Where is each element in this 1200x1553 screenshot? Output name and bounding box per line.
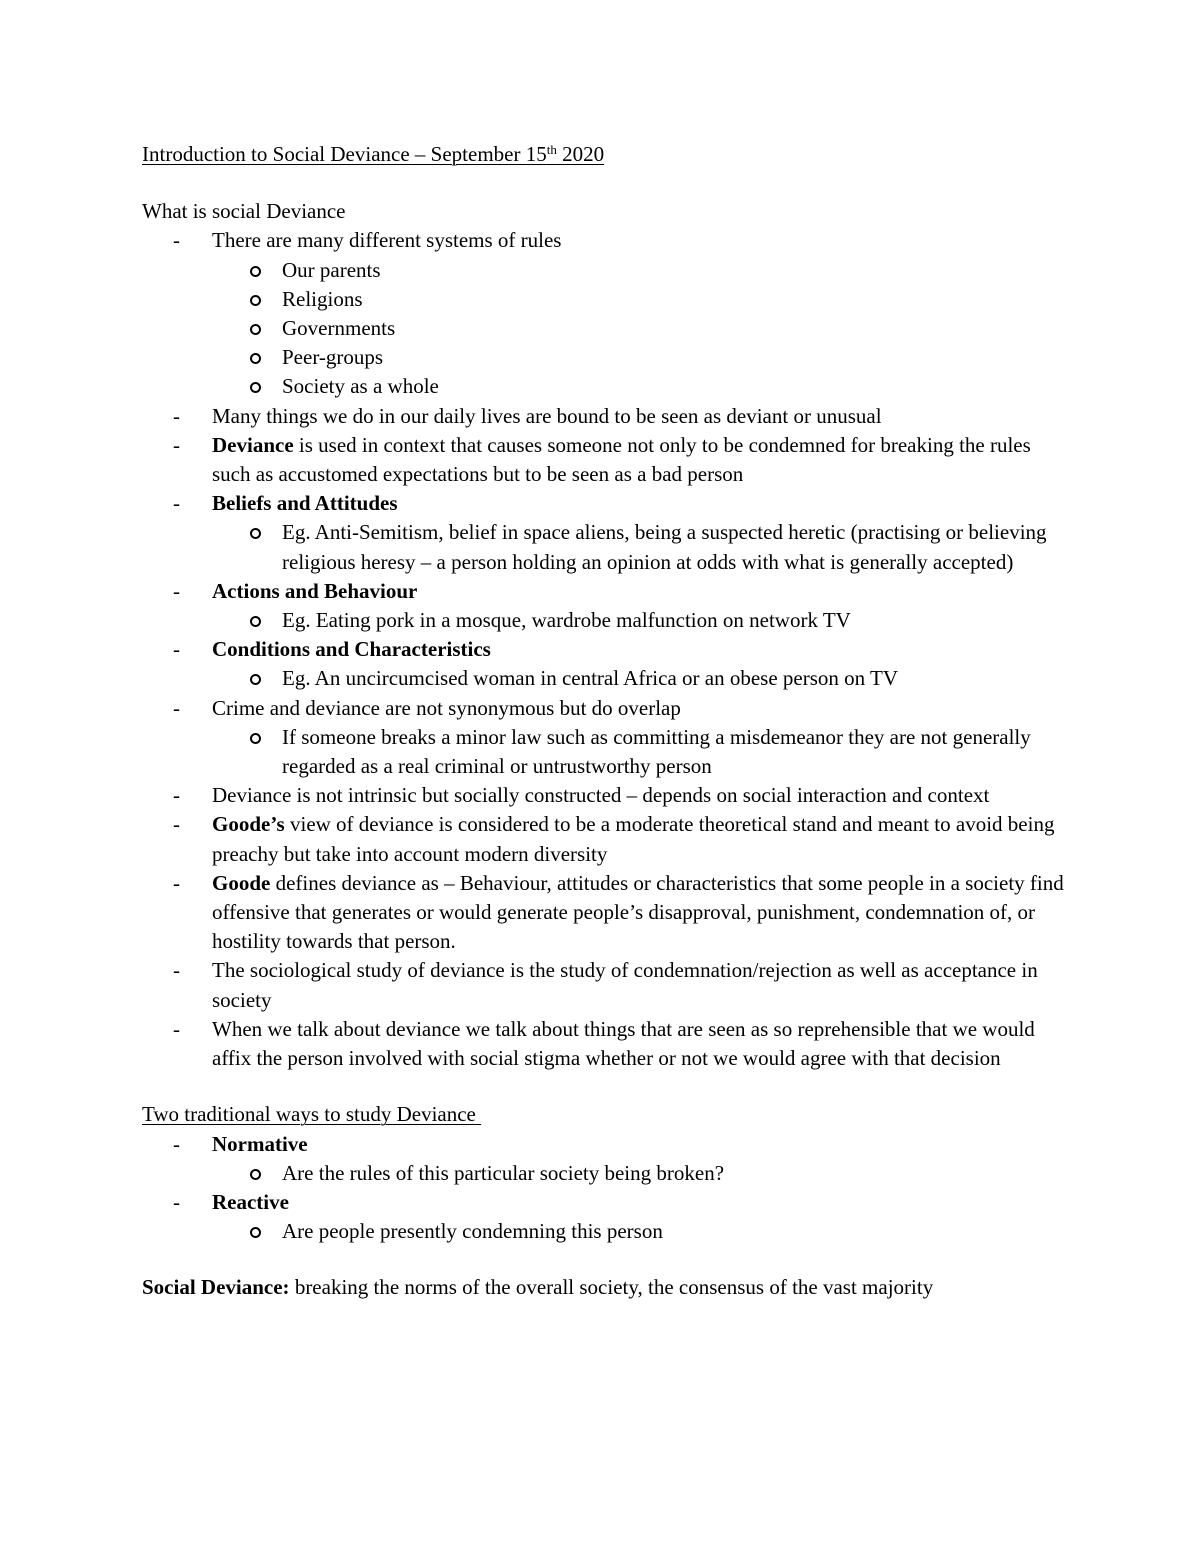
sub-list-item: Eg. Eating pork in a mosque, wardrobe malfunction on network TV (212, 606, 1072, 635)
list-item: - Goode’s view of deviance is considered to be a moderate theoretical stand and meant to avoid being preachy but take into account modern diversity (173, 812, 1055, 866)
sub-list (212, 518, 1072, 576)
definition-text: breaking the norms of the overall society, the consensus of the vast majority (289, 1275, 934, 1300)
list-item: - Deviance is not intrinsic but socially constructed – depends on social interaction and context (173, 783, 990, 808)
circle-bullet-icon (250, 1169, 261, 1180)
list-item: - Many things we do in our daily lives are bound to be seen as deviant or unusual (173, 403, 882, 428)
sub-list (212, 606, 1072, 635)
circle-bullet-icon (250, 353, 261, 364)
title-superscript: th (546, 142, 557, 157)
title-year: 2020 (556, 142, 605, 166)
circle-bullet-icon (250, 382, 261, 393)
sub-list-item: Are the rules of this particular society being broken? (212, 1159, 1072, 1188)
list-item: - Beliefs and Attitudes Eg. Anti-Semitism, belief in space aliens, being a suspected heretic (practising or believing religious heresy – a person holding an opinion at odds with what is generally accepted) (142, 489, 1072, 577)
sub-list (212, 1159, 1072, 1188)
list-item: - Crime and deviance are not synonymous but do overlap If someone breaks a minor law such as committing a misdemeanor they are not generally regarded as a real criminal or untrustworthy person (142, 694, 1072, 782)
list-item: - Conditions and Characteristics Eg. An uncircumcised woman in central Africa or an obese person on TV (142, 635, 1072, 693)
list-item: - There are many different systems of rules Our parents Religions Governments Peer-groups Society as a whole (142, 226, 1072, 401)
sub-list (212, 723, 1072, 781)
list-item: - Reactive Are people presently condemning this person (142, 1188, 1072, 1246)
document-page (142, 140, 1072, 1303)
bullet-list (142, 226, 1072, 1073)
sub-list-item: Religions (212, 285, 1072, 314)
sub-list-item: Our parents (212, 256, 1072, 285)
title-text: Introduction to Social Deviance – September 15 (142, 142, 547, 166)
circle-bullet-icon (250, 1227, 261, 1238)
list-item: - Actions and Behaviour Eg. Eating pork in a mosque, wardrobe malfunction on network TV (142, 577, 1072, 635)
page-title (142, 140, 1072, 169)
circle-bullet-icon (250, 528, 261, 539)
sub-list (212, 1217, 1072, 1246)
sub-list (212, 256, 1072, 402)
sub-list-item: Are people presently condemning this person (212, 1217, 1072, 1246)
sub-list-item: Society as a whole (212, 372, 1072, 401)
definition-term: Social Deviance: (142, 1275, 290, 1300)
section-heading: What is social Deviance (142, 199, 346, 224)
sub-list (212, 664, 1072, 693)
sub-list-item: Eg. An uncircumcised woman in central Africa or an obese person on TV (212, 664, 1072, 693)
circle-bullet-icon (250, 616, 261, 627)
circle-bullet-icon (250, 266, 261, 277)
list-item: - Normative Are the rules of this particular society being broken? (142, 1130, 1072, 1188)
sub-list-item: Eg. Anti-Semitism, belief in space aliens, being a suspected heretic (practising or believing religious heresy – a person holding an opinion at odds with what is generally accepted) (212, 518, 1072, 576)
circle-bullet-icon (250, 295, 261, 306)
bullet-list (142, 1130, 1072, 1247)
sub-list-item: Governments (212, 314, 1072, 343)
sub-list-item: Peer-groups (212, 343, 1072, 372)
circle-bullet-icon (250, 324, 261, 335)
list-item: - Goode defines deviance as – Behaviour, attitudes or characteristics that some people in a society find offensive that generates or would generate people’s disapproval, punishment, condemnation of, or hostility towards that person. (173, 870, 1064, 954)
list-item: - Deviance is used in context that causes someone not only to be condemned for breaking the rules such as accustomed expectations but to be seen as a bad person (173, 432, 1031, 487)
circle-bullet-icon (250, 733, 261, 744)
list-item: - When we talk about deviance we talk about things that are seen as so reprehensible that we would affix the person involved with social stigma whether or not we would agree with that decision (173, 1016, 1035, 1071)
section-heading: Two traditional ways to study Deviance (142, 1102, 482, 1127)
list-item: - The sociological study of deviance is the study of condemnation/rejection as well as acceptance in society (173, 958, 1038, 1012)
circle-bullet-icon (250, 674, 261, 685)
sub-list-item: If someone breaks a minor law such as committing a misdemeanor they are not generally regarded as a real criminal or untrustworthy person (212, 723, 1072, 781)
definition-paragraph (142, 1273, 1072, 1302)
